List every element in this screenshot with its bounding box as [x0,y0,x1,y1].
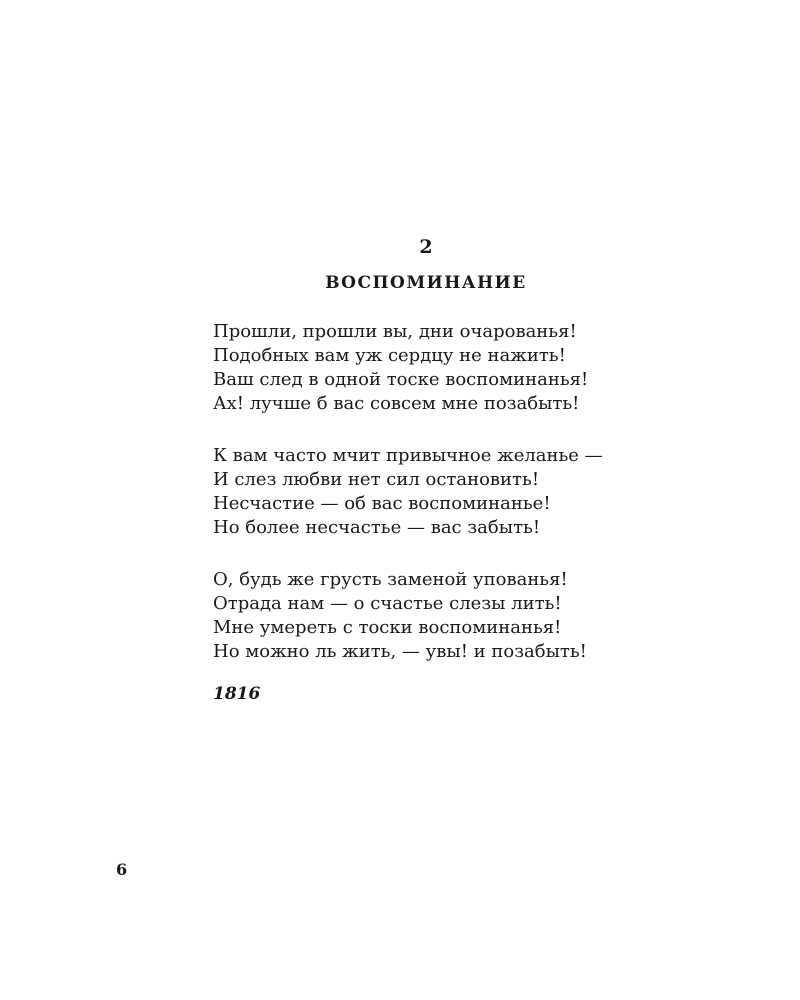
poem-line: Несчастие — об вас воспоминанье! [213,493,551,514]
poem-title: ВОСПОМИНАНИЕ [325,273,527,293]
poem-line: Ваш след в одной тоске воспоминанья! [213,369,589,390]
page-number: 6 [116,860,128,879]
poem-line: И слез любви нет сил остановить! [213,469,540,490]
poem-line: Но можно ль жить, — увы! и позабыть! [213,641,587,662]
poem-line: К вам часто мчит привычное желанье — [213,445,603,466]
poem-line: Но более несчастье — вас забыть! [213,517,541,538]
poem-line: Прошли, прошли вы, дни очарованья! [213,321,577,342]
stanza [213,444,733,540]
poem-line: Ах! лучше б вас совсем мне позабыть! [213,393,580,414]
poem-number: 2 [419,236,433,258]
poem-line: Подобных вам уж сердцу не нажить! [213,345,566,366]
stanza [213,320,733,416]
poem-line: О, будь же грусть заменой упованья! [213,569,568,590]
poem-line: Отрада нам — о счастье слезы лить! [213,593,562,614]
poem-line: Мне умереть с тоски воспоминанья! [213,617,562,638]
poem-body [213,320,733,692]
stanza [213,568,733,664]
poem-date: 1816 [213,684,261,704]
